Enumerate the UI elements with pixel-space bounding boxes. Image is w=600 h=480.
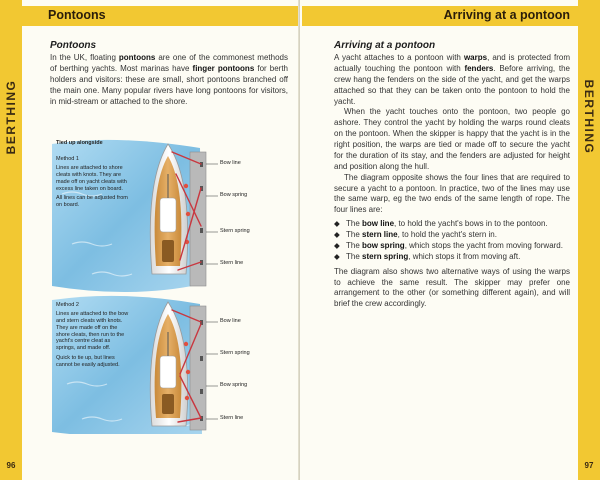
- right-section-title: Arriving at a pontoon: [334, 40, 436, 51]
- right-paragraph-4: The diagram also shows two alternative ways of using the warps to achieve the same result. The skipper may prefer one arrangement to the other (or something different again), and will brief the crew accordingly.: [334, 266, 570, 309]
- berthing-diagram: [52, 134, 290, 434]
- method-1-text: Lines are attached to shore cleats with knots. They are made off on yacht cleats with excess line taken on board.: [56, 164, 127, 192]
- right-paragraph-2: When the yacht touches onto the pontoon, two people go ashore. They control the yacht by holding the warps round cleats on the pontoon. When the skipper is happy that the yacht is in the right position, the warps are tied or made off to secure the yacht for the duration of its stay, and the fenders are adjusted for height and position along the hull.: [334, 107, 570, 171]
- label-bow-line-top: Bow line: [220, 160, 241, 166]
- label-stern-line-bottom: Stern line: [220, 415, 244, 421]
- right-page-number: 97: [584, 461, 594, 470]
- right-paragraph-1: A yacht attaches to a pontoon with warps, and is protected from actually touching the pontoon with fenders. Before arriving, the crew hang the fenders on the side of the yacht, and get the warps attached so that they can be taken onto the pontoon to hold the yacht.: [334, 53, 570, 106]
- right-side-tab: [578, 0, 600, 480]
- method-1-note: All lines can be adjusted from on board.: [56, 195, 128, 209]
- right-side-tab-label: BERTHING: [582, 79, 596, 155]
- list-item: ◆ The bow spring, which stops the yacht from moving forward.: [334, 241, 570, 252]
- left-header-band: [22, 6, 298, 26]
- label-stern-spring-top: Stern spring: [220, 228, 250, 234]
- method-2-label: Method 2: [56, 302, 79, 308]
- diagram-title: Tied up alongside: [56, 140, 103, 146]
- label-stern-spring-bottom: Stern spring: [220, 350, 250, 356]
- method-2-caption: [56, 302, 130, 369]
- method-1-caption: [56, 156, 128, 209]
- label-bow-spring-bottom: Bow spring: [220, 382, 248, 388]
- list-item: ◆ The stern line, to hold the yacht's stern in.: [334, 230, 570, 241]
- list-item: ◆ The stern spring, which stops it from moving aft.: [334, 252, 570, 263]
- method-1-label: Method 1: [56, 156, 79, 162]
- label-bow-spring-top: Bow spring: [220, 192, 248, 198]
- method-2-note: Quick to tie up, but lines cannot be easily adjusted.: [56, 355, 120, 368]
- right-paragraph-3: The diagram opposite shows the four lines that are required to secure a yacht to a pontoon. In practice, two of the lines may use the same warp, eg the two ends of the same length of rope. The four lines are:: [334, 172, 570, 215]
- list-item: ◆ The bow line, to hold the yacht's bows in to the pontoon.: [334, 219, 570, 230]
- label-stern-line-top: Stern line: [220, 260, 244, 266]
- right-header-band: [302, 6, 578, 26]
- line-types-list: [334, 219, 570, 263]
- left-page-header: Pontoons: [48, 8, 106, 22]
- left-side-tab-label: BERTHING: [4, 79, 18, 155]
- label-bow-line-bottom: Bow line: [220, 318, 241, 324]
- left-side-tab: [0, 0, 22, 480]
- right-body-text: [334, 53, 570, 310]
- left-section-title: Pontoons: [50, 40, 97, 51]
- left-page-number: 96: [6, 461, 16, 470]
- method-2-text: Lines are attached to the bow and stern cleats with knots. They are made off on the shore cleats, then run to the yacht's centre cleat as springs, and made off.: [56, 310, 129, 352]
- left-intro-text: In the UK, floating pontoons are one of the commonest methods of berthing yachts. Most marinas have finger pontoons for berth holders and visitors: these are small, short pontoons branched off the main one. Many popular rivers have long pontoons for visitors, in mid-stream or attached to the shore.: [50, 53, 288, 106]
- right-page-header: Arriving at a pontoon: [443, 8, 570, 22]
